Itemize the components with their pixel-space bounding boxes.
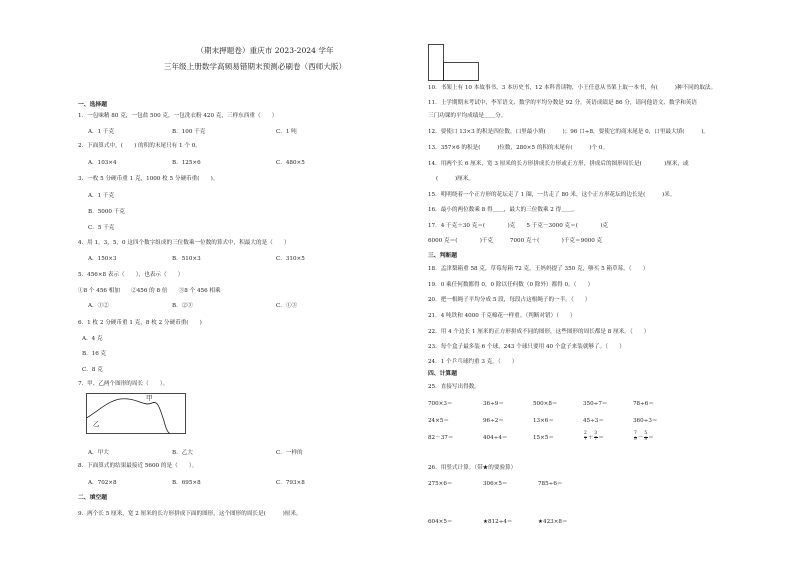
q7-label-yi: 乙 (93, 420, 100, 428)
q9-figure (428, 44, 480, 82)
question-17-line2: 6000 克＝( )千克 7000 克＋( )千克＝9000 克 (428, 238, 603, 244)
question-26: 26．用竖式计算。（带★的要验算） (428, 465, 517, 471)
q3-option-c: C．5 千克 (88, 225, 115, 231)
question-23: 23．每个盒子最多装 6 个球，243 个球只要用 40 个盒子来装就够了。（ ） (428, 344, 625, 350)
vertical-calc-item: ★423×8＝ (538, 519, 568, 525)
section-calc-heading: 四、计算题 (428, 371, 457, 377)
calc-item: 700×3＝ (428, 401, 453, 407)
calc-item: 78÷6＝ (633, 401, 654, 407)
fraction: $\frac{7}{9}$ (634, 431, 637, 442)
q5-option-c: C．①③ (276, 303, 298, 309)
q2-option-a: A．103×4 (88, 160, 117, 166)
question-18: 18．孟津梨箱重 58 克，草莓每箱 72 克，王妈妈提了 350 克，够买 5 箱草莓。（ ） (428, 266, 649, 272)
q9-figure-drawing (428, 44, 480, 82)
calc-item: 15×5＝ (533, 435, 554, 441)
question-22: 22．用 4 个边长 1 厘米的正方形拼成不同的图形，这些图形的周长都是 8 厘米。（ ） (428, 329, 650, 335)
calc-item: 350÷7＝ (583, 401, 608, 407)
vertical-calc-item: 604×5＝ (428, 519, 453, 525)
question-16: 16．最小的两位数乘 8 得＿＿，最大的三位数乘 2 得＿＿。 (428, 207, 579, 213)
question-10: 10．书架上有 10 本故事书，3 本历史书，12 本科普读物，小王任意从书架上取一本书，有( )种不同的取法。 (428, 85, 717, 91)
q4-option-b: B．510×3 (172, 256, 201, 262)
q8-option-a: A．702×8 (88, 480, 117, 486)
question-6: 6．1 枚 2 分硬币重 1 克，8 枚 2 分硬币重( ) (78, 320, 202, 326)
q2-option-b: B．125×6 (172, 160, 201, 166)
question-7: 7．甲、乙两个图形的周长（ ）。 (78, 381, 169, 387)
q6-option-b: B．16 克 (82, 351, 107, 357)
question-21: 21．4 吨铁和 4000 千克棉花一样重。（判断对错）（ ） (428, 313, 576, 319)
q5-statements: ①8 个 456 相加 ②456 的 8 倍 ③8 个 456 相乘 (78, 288, 221, 294)
q2-option-c: C．480×5 (276, 160, 305, 166)
fraction: $\frac{5}{9}$ (644, 431, 648, 442)
question-25: 25．直接写出得数。 (428, 384, 480, 390)
q7-label-jia: 甲 (146, 394, 153, 402)
calc-item: 24×5＝ (428, 418, 449, 424)
section-choice-heading: 一、选择题 (78, 102, 107, 108)
question-13: 13．357×6 的积是( )位数，280×5 的积的末尾有( )个 0。 (428, 145, 609, 151)
calc-item: 96÷2＝ (483, 418, 504, 424)
question-14-line1: 14．用两个长 6 厘米，宽 3 厘米的长方形拼成长方形或正方形，拼成后的图形周长是( )厘米，或 (428, 161, 689, 167)
calc-item: 500×8＝ (533, 401, 558, 407)
q5-option-b: B．②③ (172, 303, 193, 309)
vertical-calc-item: 785÷6＝ (538, 481, 563, 487)
q1-option-c: C．1 吨 (276, 129, 297, 135)
vertical-calc-item: 306×5＝ (483, 481, 508, 487)
q7-option-b: B．乙大 (172, 450, 193, 456)
fraction: $\frac{3}{7}$ (594, 431, 598, 442)
question-8: 8．下面算式的结果最接近 5600 的是（ ）。 (78, 463, 198, 469)
calc-item: 36÷9＝ (483, 401, 504, 407)
question-20: 20．把一根绳子平均分成 5 段，每段占这根绳子的一半。（ ） (428, 297, 591, 303)
q7-figure (86, 393, 186, 435)
q1-option-b: B．100 千克 (172, 129, 206, 135)
q6-option-a: A．4 克 (82, 336, 103, 342)
question-3: 3．一枚 5 分硬币重 1 克，1000 枚 5 分硬币重( )。 (78, 176, 219, 182)
calc-fraction-add: $\frac{2}{7}$ ＋ $\frac{3}{7}$ ＝ (584, 431, 604, 442)
calc-item: 13×6＝ (533, 418, 554, 424)
question-17-line1: 17．4 千克＋30 克＝( )克 5 千克－3000 克＝( )克 (428, 223, 609, 229)
q8-option-c: C．793×8 (276, 480, 305, 486)
q6-option-c: C．8 克 (82, 367, 103, 373)
question-12: 12．要使口 13×3 的积是四位数，口里最小填( )；96 口÷8，要使它的商末尾是 0，口里最大填( )。 (428, 129, 709, 135)
calc-item: 360÷3＝ (633, 418, 658, 424)
q8-option-b: B．695×8 (172, 480, 201, 486)
question-2: 2．下面算式中，( ) 的积的末尾只有 1 个 0。 (78, 143, 201, 149)
q7-option-a: A．甲大 (88, 450, 109, 456)
calc-item: 82－37＝ (428, 435, 454, 441)
q5-option-a: A．①② (88, 303, 109, 309)
question-14-line2: ( )厘米。 (436, 176, 474, 182)
question-9: 9．两个长 5 厘米，宽 2 厘米的长方形拼成下面的图形，这个图形的周长是( )厘米。 (78, 511, 302, 517)
vertical-calc-item: ★812÷4＝ (483, 519, 513, 525)
calc-item: 404÷4＝ (483, 435, 508, 441)
q3-option-a: A．1 千克 (88, 193, 115, 199)
q4-option-c: C．310×5 (276, 256, 305, 262)
fraction: $\frac{2}{7}$ (584, 431, 587, 442)
question-11-line2: 三门功课的平均成绩是＿＿分。 (428, 113, 507, 119)
page-title-line1: （期末押题卷）重庆市 2023-2024 学年 (196, 46, 334, 55)
q3-option-b: B．5000 千克 (88, 209, 125, 215)
section-fill-heading: 二、填空题 (78, 495, 107, 501)
calc-fraction-subtract: $\frac{7}{9}$ － $\frac{5}{9}$ ＝ (634, 431, 654, 442)
q4-option-a: A．150×3 (88, 256, 117, 262)
question-11-line1: 11．上学期期末考试中，李军语文、数学的平均分数是 92 分，英语成绩是 86 分，请问他语文、数学和英语 (428, 100, 697, 106)
page-title-line2: 三年级上册数学高频易错期末预测必刷卷（西师大版） (163, 62, 347, 71)
question-19: 19．0 乘任何数都得 0，0 除以任何数（0 除外）都得 0。（ ） (428, 282, 594, 288)
vertical-calc-item: 275×6＝ (428, 481, 453, 487)
question-24: 24．1 个乒乓球约重 3 克。（ ） (428, 359, 518, 365)
section-judge-heading: 三、判断题 (428, 253, 457, 259)
calc-item: 45÷3＝ (583, 418, 604, 424)
q7-option-c: C．一样的 (276, 450, 303, 456)
question-4: 4．用 1，3，5，0 这四个数字组成的三位数乘一位数的算式中，积最大的是（ ） (78, 240, 290, 246)
q1-option-a: A．1 千克 (88, 129, 115, 135)
question-15: 15．明明绕着一个正方形的花坛走了 1 圈，一共走了 80 米，这个正方形花坛的边长是( )米。 (428, 192, 676, 198)
q7-figure-drawing (86, 393, 186, 435)
question-5: 5．456×8 表示（ ），也表示（ ） (78, 272, 184, 278)
question-1: 1．一包味精 80 克，一包盐 500 克，一包洗衣粉 420 克，三样东西重（ ） (78, 113, 278, 119)
